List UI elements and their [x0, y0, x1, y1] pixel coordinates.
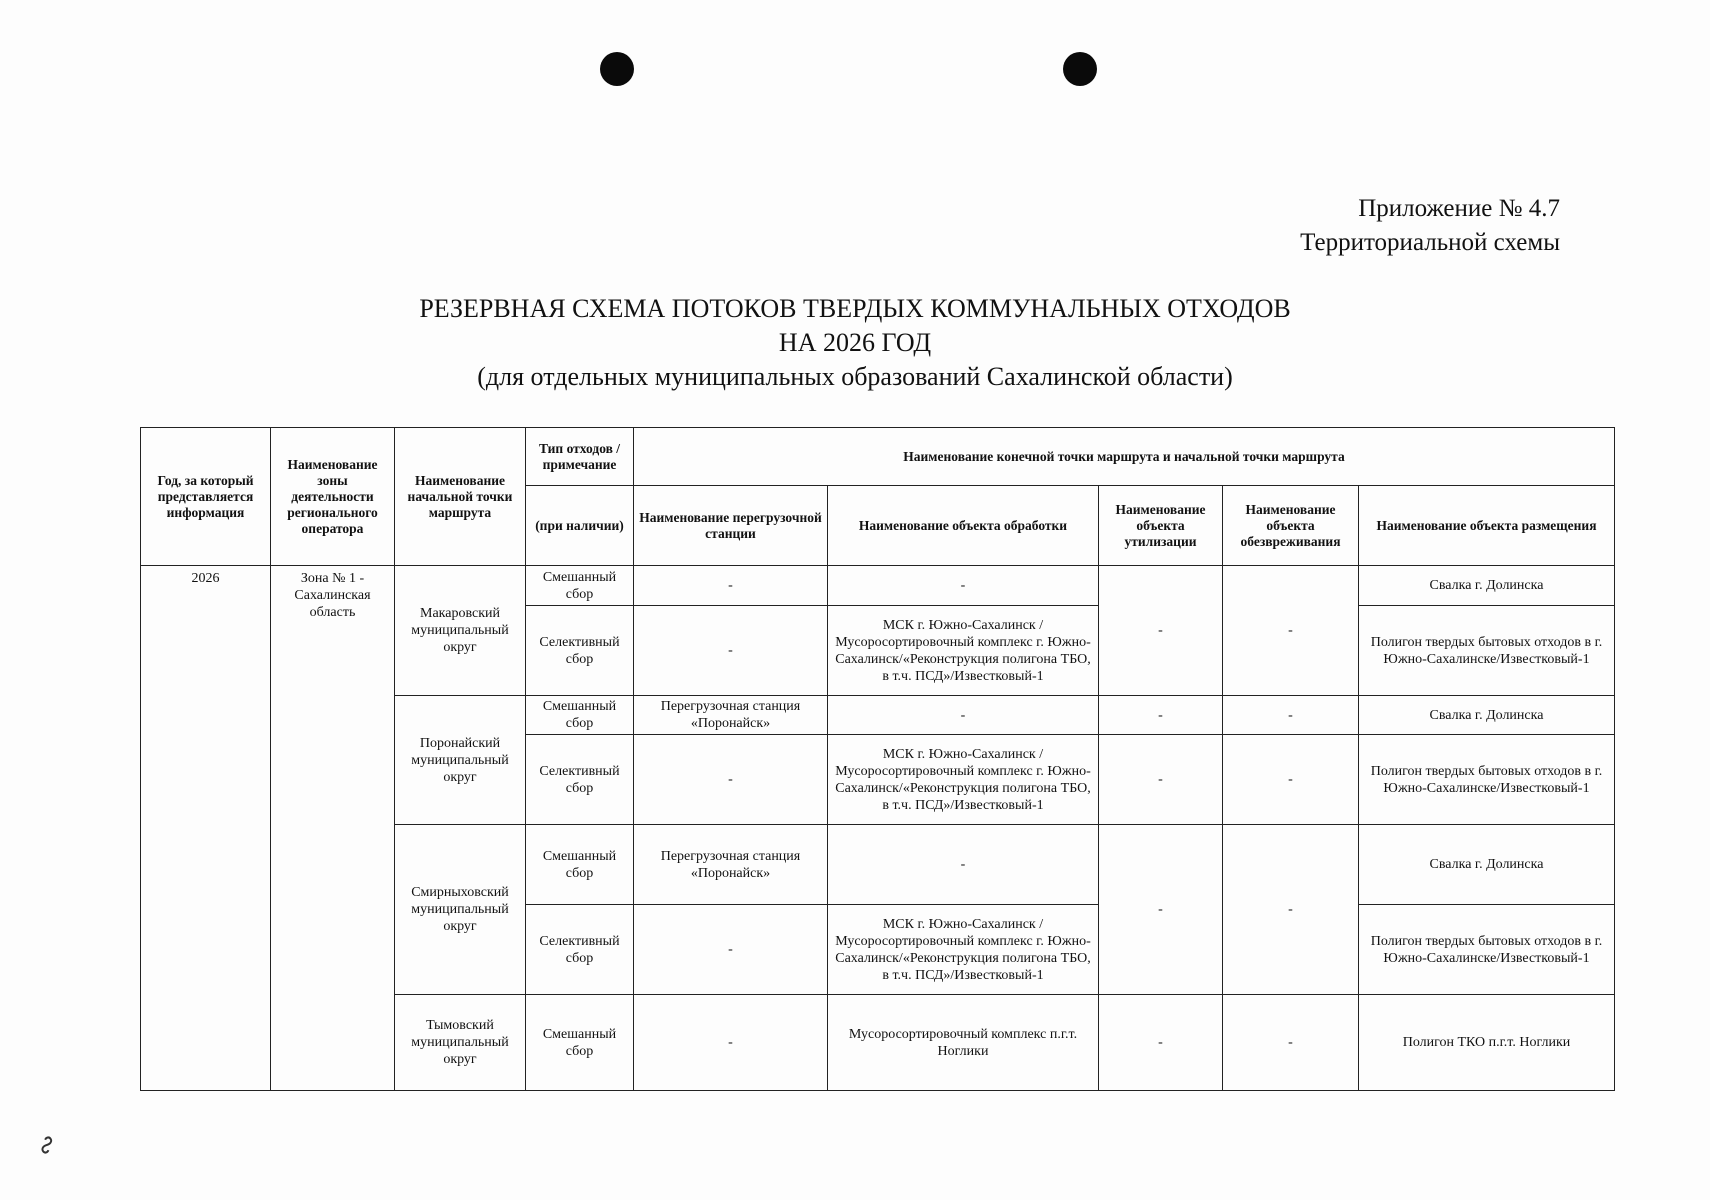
header-zone: Наименование зоны деятельности регионального оператора — [271, 428, 395, 566]
cell-processing-facility: МСК г. Южно-Сахалинск / Мусоросортировочный комплекс г. Южно-Сахалинск/«Реконструкция полигона ТБО, в т.ч. ПСД»/Известковый-1 — [828, 735, 1099, 825]
appendix-line-2: Территориальной схемы — [1300, 229, 1560, 256]
handwritten-page-mark: ∾ — [29, 1129, 64, 1161]
header-waste-type-note: (при наличии) — [526, 486, 634, 566]
punch-hole-left — [600, 52, 634, 86]
cell-utilization-facility: - — [1099, 566, 1223, 696]
cell-municipality: Поронайский муниципальный округ — [395, 696, 526, 825]
cell-processing-facility: - — [828, 566, 1099, 606]
cell-placement-facility: Полигон ТКО п.г.т. Ноглики — [1359, 995, 1615, 1091]
document-title — [0, 292, 1710, 394]
cell-transfer-station: - — [634, 606, 828, 696]
header-processing-facility: Наименование объекта обработки — [828, 486, 1099, 566]
cell-processing-facility: МСК г. Южно-Сахалинск / Мусоросортировочный комплекс г. Южно-Сахалинск/«Реконструкция полигона ТБО, в т.ч. ПСД»/Известковый-1 — [828, 905, 1099, 995]
cell-transfer-station: Перегрузочная станция «Поронайск» — [634, 825, 828, 905]
cell-neutralization-facility: - — [1223, 696, 1359, 735]
appendix-note — [1300, 192, 1560, 260]
cell-waste-type: Смешанный сбор — [526, 696, 634, 735]
cell-transfer-station: Перегрузочная станция «Поронайск» — [634, 696, 828, 735]
cell-utilization-facility: - — [1099, 735, 1223, 825]
cell-placement-facility: Полигон твердых бытовых отходов в г. Южно-Сахалинске/Известковый-1 — [1359, 735, 1615, 825]
cell-transfer-station: - — [634, 905, 828, 995]
table-row — [141, 566, 1615, 606]
cell-placement-facility: Полигон твердых бытовых отходов в г. Южно-Сахалинске/Известковый-1 — [1359, 905, 1615, 995]
waste-flow-table — [140, 427, 1615, 1091]
cell-processing-facility: МСК г. Южно-Сахалинск / Мусоросортировочный комплекс г. Южно-Сахалинск/«Реконструкция полигона ТБО, в т.ч. ПСД»/Известковый-1 — [828, 606, 1099, 696]
cell-transfer-station: - — [634, 735, 828, 825]
header-placement-facility: Наименование объекта размещения — [1359, 486, 1615, 566]
cell-zone: Зона № 1 - Сахалинская область — [271, 566, 395, 1091]
title-line-2: НА 2026 ГОД — [778, 328, 932, 357]
cell-processing-facility: - — [828, 696, 1099, 735]
cell-neutralization-facility: - — [1223, 735, 1359, 825]
cell-utilization-facility: - — [1099, 825, 1223, 995]
cell-utilization-facility: - — [1099, 696, 1223, 735]
cell-municipality: Тымовский муниципальный округ — [395, 995, 526, 1091]
cell-municipality: Макаровский муниципальный округ — [395, 566, 526, 696]
cell-waste-type: Смешанный сбор — [526, 825, 634, 905]
cell-year: 2026 — [141, 566, 271, 1091]
header-year: Год, за который представляется информация — [141, 428, 271, 566]
cell-placement-facility: Свалка г. Долинска — [1359, 825, 1615, 905]
cell-placement-facility: Свалка г. Долинска — [1359, 696, 1615, 735]
cell-neutralization-facility: - — [1223, 825, 1359, 995]
cell-waste-type: Селективный сбор — [526, 905, 634, 995]
cell-neutralization-facility: - — [1223, 566, 1359, 696]
header-transfer-station: Наименование перегрузочной станции — [634, 486, 828, 566]
cell-transfer-station: - — [634, 566, 828, 606]
header-waste-type: Тип отходов / примечание — [526, 428, 634, 486]
header-neutralization-facility: Наименование объекта обезвреживания — [1223, 486, 1359, 566]
punch-hole-right — [1063, 52, 1097, 86]
cell-processing-facility: Мусоросортировочный комплекс п.г.т. Ноглики — [828, 995, 1099, 1091]
cell-placement-facility: Свалка г. Долинска — [1359, 566, 1615, 606]
header-route-group: Наименование конечной точки маршрута и начальной точки маршрута — [634, 428, 1615, 486]
cell-municipality: Смирныховский муниципальный округ — [395, 825, 526, 995]
cell-waste-type: Селективный сбор — [526, 606, 634, 696]
header-start-point: Наименование начальной точки маршрута — [395, 428, 526, 566]
cell-waste-type: Селективный сбор — [526, 735, 634, 825]
title-line-3: (для отдельных муниципальных образований Сахалинской области) — [477, 362, 1233, 391]
appendix-line-1: Приложение № 4.7 — [1358, 195, 1560, 222]
cell-transfer-station: - — [634, 995, 828, 1091]
header-utilization-facility: Наименование объекта утилизации — [1099, 486, 1223, 566]
cell-waste-type: Смешанный сбор — [526, 995, 634, 1091]
cell-placement-facility: Полигон твердых бытовых отходов в г. Южно-Сахалинске/Известковый-1 — [1359, 606, 1615, 696]
cell-utilization-facility: - — [1099, 995, 1223, 1091]
cell-waste-type: Смешанный сбор — [526, 566, 634, 606]
cell-processing-facility: - — [828, 825, 1099, 905]
cell-neutralization-facility: - — [1223, 995, 1359, 1091]
title-line-1: РЕЗЕРВНАЯ СХЕМА ПОТОКОВ ТВЕРДЫХ КОММУНАЛЬНЫХ ОТХОДОВ — [419, 294, 1291, 323]
